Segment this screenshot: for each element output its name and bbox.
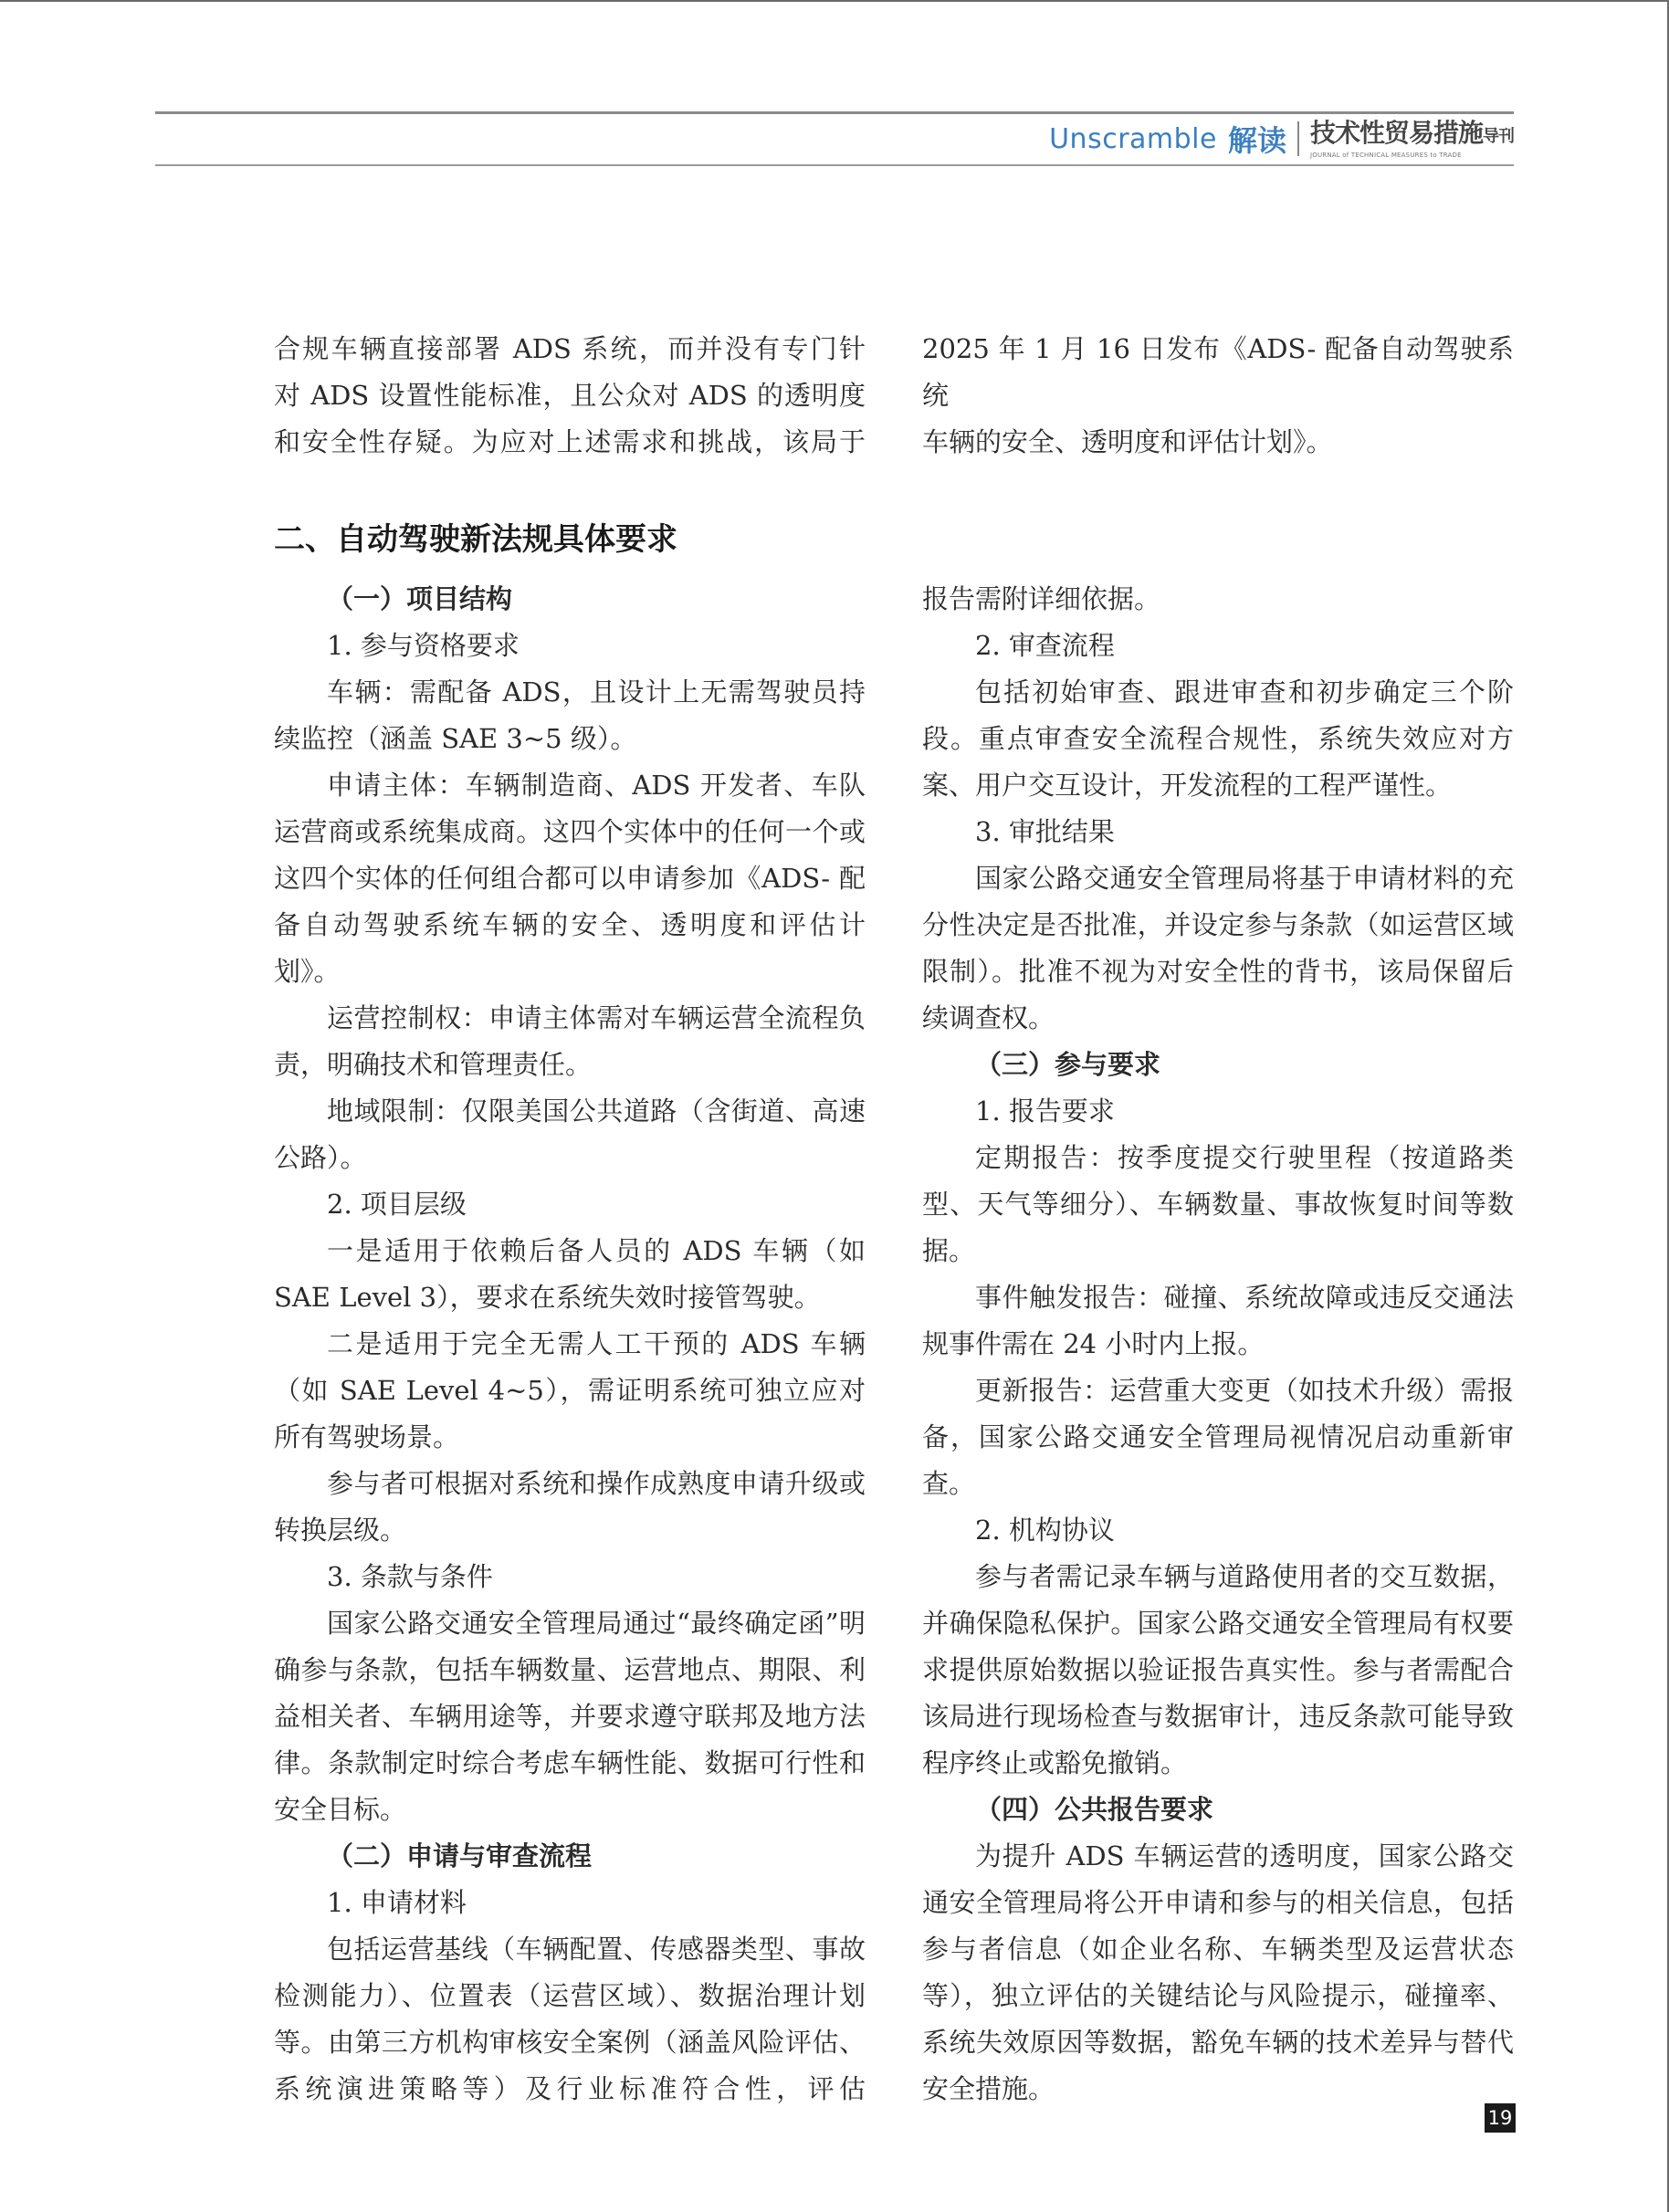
left-column	[274, 576, 866, 2112]
subsection-heading: （一）项目结构	[327, 583, 513, 614]
paragraph: 定期报告：按季度提交行驶里程（按道路类型、天气等细分）、车辆数量、事故恢复时间等数据。	[922, 1142, 1514, 1266]
paragraph: 包括运营基线（车辆配置、传感器类型、事故检测能力）、位置表（运营区域）、数据治理计划等。由第三方机构审核安全案例（涵盖风险评估、系统演进策略等）及行业标准符合性，评估	[274, 1934, 866, 2104]
magazine-title	[1310, 119, 1514, 152]
text-line: 2025 年 1 月 16 日发布《ADS- 配备自动驾驶系统	[922, 333, 1514, 411]
header-section-en: Unscramble	[1049, 122, 1217, 155]
item-heading: 1. 参与资格要求	[327, 630, 520, 661]
paragraph: 参与者可根据对系统和操作成熟度申请升级或转换层级。	[274, 1468, 866, 1546]
paragraph: 运营控制权：申请主体需对车辆运营全流程负责，明确技术和管理责任。	[274, 1002, 866, 1080]
text-line: 合规车辆直接部署 ADS 系统，而并没有专门针	[274, 333, 866, 364]
right-column	[922, 576, 1514, 2112]
subsection-heading: （四）公共报告要求	[975, 1794, 1214, 1825]
top-left-paragraph	[274, 326, 866, 466]
subsection-heading: （三）参与要求	[975, 1049, 1161, 1080]
header-rule-top	[155, 111, 1514, 114]
paragraph: 二是适用于完全无需人工干预的 ADS 车辆（如 SAE Level 4~5），需证明系统可独立应对所有驾驶场景。	[274, 1328, 866, 1452]
paragraph: 更新报告：运营重大变更（如技术升级）需报备，国家公路交通安全管理局视情况启动重新审查。	[922, 1375, 1514, 1499]
subsection-heading: （二）申请与审查流程	[327, 1840, 593, 1871]
section-title: 二、自动驾驶新法规具体要求	[274, 521, 677, 558]
paragraph: 国家公路交通安全管理局通过“最终确定函”明确参与条款，包括车辆数量、运营地点、期限、利益相关者、车辆用途等，并要求遵守联邦及地方法律。条款制定时综合考虑车辆性能、数据可行性和安全目标。	[274, 1608, 866, 1825]
paragraph: 一是适用于依赖后备人员的 ADS 车辆（如 SAE Level 3），要求在系统失效时接管驾驶。	[274, 1235, 866, 1313]
header-rule-bottom	[155, 164, 1514, 166]
paragraph-continuation: 报告需附详细依据。	[922, 583, 1161, 614]
item-heading: 1. 申请材料	[327, 1887, 467, 1918]
item-heading: 3. 审批结果	[975, 816, 1115, 847]
item-heading: 2. 项目层级	[327, 1189, 467, 1220]
paragraph: 国家公路交通安全管理局将基于申请材料的充分性决定是否批准，并设定参与条款（如运营区域限制）。批准不视为对安全性的背书，该局保留后续调查权。	[922, 863, 1514, 1033]
item-heading: 1. 报告要求	[975, 1096, 1115, 1127]
text-line: 和安全性存疑。为应对上述需求和挑战，该局于	[274, 426, 866, 457]
item-heading: 3. 条款与条件	[327, 1561, 493, 1592]
text-line: 对 ADS 设置性能标准，且公众对 ADS 的透明度	[274, 380, 866, 411]
item-heading: 2. 机构协议	[975, 1515, 1115, 1546]
page-number: 19	[1485, 2103, 1516, 2133]
page-edge-top	[0, 0, 1669, 2]
header-section-cn: 解读	[1227, 123, 1286, 158]
running-header	[155, 111, 1514, 166]
magazine-logo	[1310, 119, 1514, 159]
header-separator	[1297, 121, 1299, 156]
top-right-paragraph	[922, 326, 1514, 466]
header-branding	[1049, 119, 1514, 159]
magazine-suffix: 导刊	[1483, 127, 1514, 146]
paragraph: 参与者需记录车辆与道路使用者的交互数据，并确保隐私保护。国家公路交通安全管理局有权要求提供原始数据以验证报告真实性。参与者需配合该局进行现场检查与数据审计，违反条款可能导致程序终止或豁免撤销。	[922, 1561, 1514, 1778]
paragraph: 事件触发报告：碰撞、系统故障或违反交通法规事件需在 24 小时内上报。	[922, 1282, 1514, 1359]
magazine-name: 技术性贸易措施	[1309, 118, 1483, 148]
item-heading: 2. 审查流程	[975, 630, 1115, 661]
magazine-subtitle: JOURNAL of TECHNICAL MEASURES to TRADE	[1309, 152, 1462, 159]
paragraph: 为提升 ADS 车辆运营的透明度，国家公路交通安全管理局将公开申请和参与的相关信息，包括参与者信息（如企业名称、车辆类型及运营状态等），独立评估的关键结论与风险提示，碰撞率、系统失效原因等数据，豁免车辆的技术差异与替代安全措施。	[922, 1840, 1514, 2104]
paragraph: 申请主体：车辆制造商、ADS 开发者、车队运营商或系统集成商。这四个实体中的任何一个或这四个实体的任何组合都可以申请参加《ADS- 配备自动驾驶系统车辆的安全、透明度和评估计划》。	[274, 770, 866, 987]
paragraph: 车辆：需配备 ADS，且设计上无需驾驶员持续监控（涵盖 SAE 3~5 级）。	[274, 676, 866, 754]
paragraph: 地域限制：仅限美国公共道路（含街道、高速公路）。	[274, 1096, 866, 1173]
paragraph: 包括初始审查、跟进审查和初步确定三个阶段。重点审查安全流程合规性，系统失效应对方案、用户交互设计，开发流程的工程严谨性。	[922, 676, 1514, 801]
text-line: 车辆的安全、透明度和评估计划》。	[922, 426, 1333, 457]
